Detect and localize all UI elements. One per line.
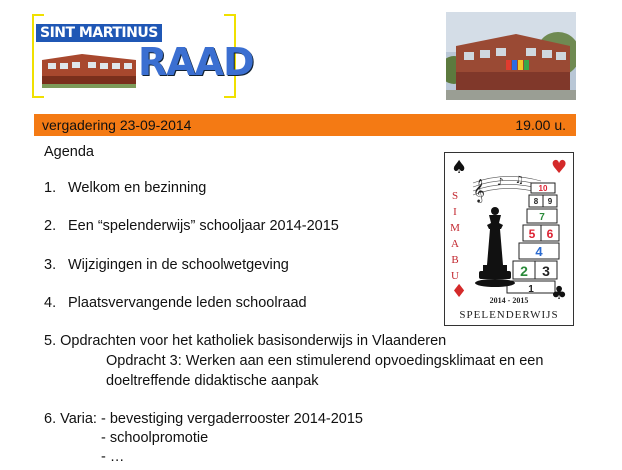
agenda-item-number: 3.	[44, 257, 57, 273]
agenda-item-1	[44, 179, 207, 197]
agenda-item-3	[44, 256, 289, 274]
poster-letter: A	[451, 238, 459, 250]
diamond-icon: ♦	[451, 281, 468, 302]
agenda-item-6-sub: - bevestiging vergaderrooster 2014-2015	[101, 411, 363, 427]
music-note-icon: ♪	[497, 177, 504, 188]
agenda-item-2	[44, 217, 339, 235]
agenda-item-text: Welkom en bezinning	[68, 180, 207, 196]
poster-title: SPELENDERWIJS	[459, 309, 559, 321]
school-building-photo-icon	[446, 12, 576, 100]
meeting-date: vergadering 23-09-2014	[42, 117, 192, 133]
hopscotch-number: 5	[528, 227, 536, 241]
music-note-icon: ♫	[515, 175, 524, 186]
heart-icon: ♥	[551, 157, 568, 178]
chess-queen-icon	[475, 207, 515, 287]
poster-letter: I	[453, 206, 457, 218]
poster-years: 2014 - 2015	[489, 296, 529, 305]
hopscotch-number: 9	[547, 197, 553, 206]
poster-artwork	[445, 153, 573, 325]
agenda-item-text: Wijzigingen in de schoolwetgeving	[68, 257, 289, 273]
agenda-item-text: Plaatsvervangende leden schoolraad	[68, 295, 307, 311]
agenda-item-number: 5.	[44, 333, 57, 349]
agenda-item-text: Een “spelenderwijs” schooljaar 2014-2015	[68, 218, 339, 234]
agenda-item-6-sub: - …	[101, 449, 125, 465]
agenda-item-5	[44, 332, 446, 350]
logo-raad: RAAD	[138, 40, 254, 84]
hopscotch-number: 7	[539, 212, 545, 223]
agenda-item-5-sub-line-1: Opdracht 3: Werken aan een stimulerend opvoedingsklimaat en een	[106, 353, 544, 369]
school-building-logo-icon	[42, 46, 136, 88]
poster-letter: M	[450, 222, 460, 234]
spade-icon: ♠	[451, 157, 468, 178]
poster-letter: S	[451, 190, 459, 202]
hopscotch-number: 6	[546, 227, 554, 241]
agenda-item-6-label: 6. Varia:	[44, 411, 97, 427]
agenda-heading: Agenda	[44, 144, 94, 160]
poster-letter: U	[451, 270, 459, 282]
agenda-item-4	[44, 294, 307, 312]
hopscotch-number: 1	[528, 284, 534, 295]
meeting-bar	[34, 114, 576, 136]
hopscotch-number: 10	[538, 184, 548, 193]
agenda-item-number: 1.	[44, 180, 57, 196]
agenda-item-number: 4.	[44, 295, 57, 311]
treble-clef-icon: 𝄞	[473, 178, 485, 202]
logo-sint-martinus: SINT MARTINUS	[36, 24, 162, 42]
poster-letter: B	[451, 254, 459, 266]
hopscotch-number: 2	[520, 263, 528, 279]
meeting-time: 19.00 u.	[515, 117, 566, 133]
agenda-item-6-sub: - schoolpromotie	[101, 430, 209, 446]
spelenderwijs-poster	[444, 152, 574, 326]
hopscotch-number: 8	[533, 197, 539, 206]
club-icon: ♣	[551, 283, 568, 304]
agenda-item-5-sub-line-2: doeltreffende didaktische aanpak	[106, 373, 319, 389]
hopscotch-number: 3	[542, 263, 550, 279]
agenda-item-text: Opdrachten voor het katholiek basisonderwijs in Vlaanderen	[60, 333, 447, 349]
hopscotch-number: 4	[535, 244, 543, 259]
agenda-item-number: 2.	[44, 218, 57, 234]
sint-martinus-raad-logo	[26, 14, 254, 96]
